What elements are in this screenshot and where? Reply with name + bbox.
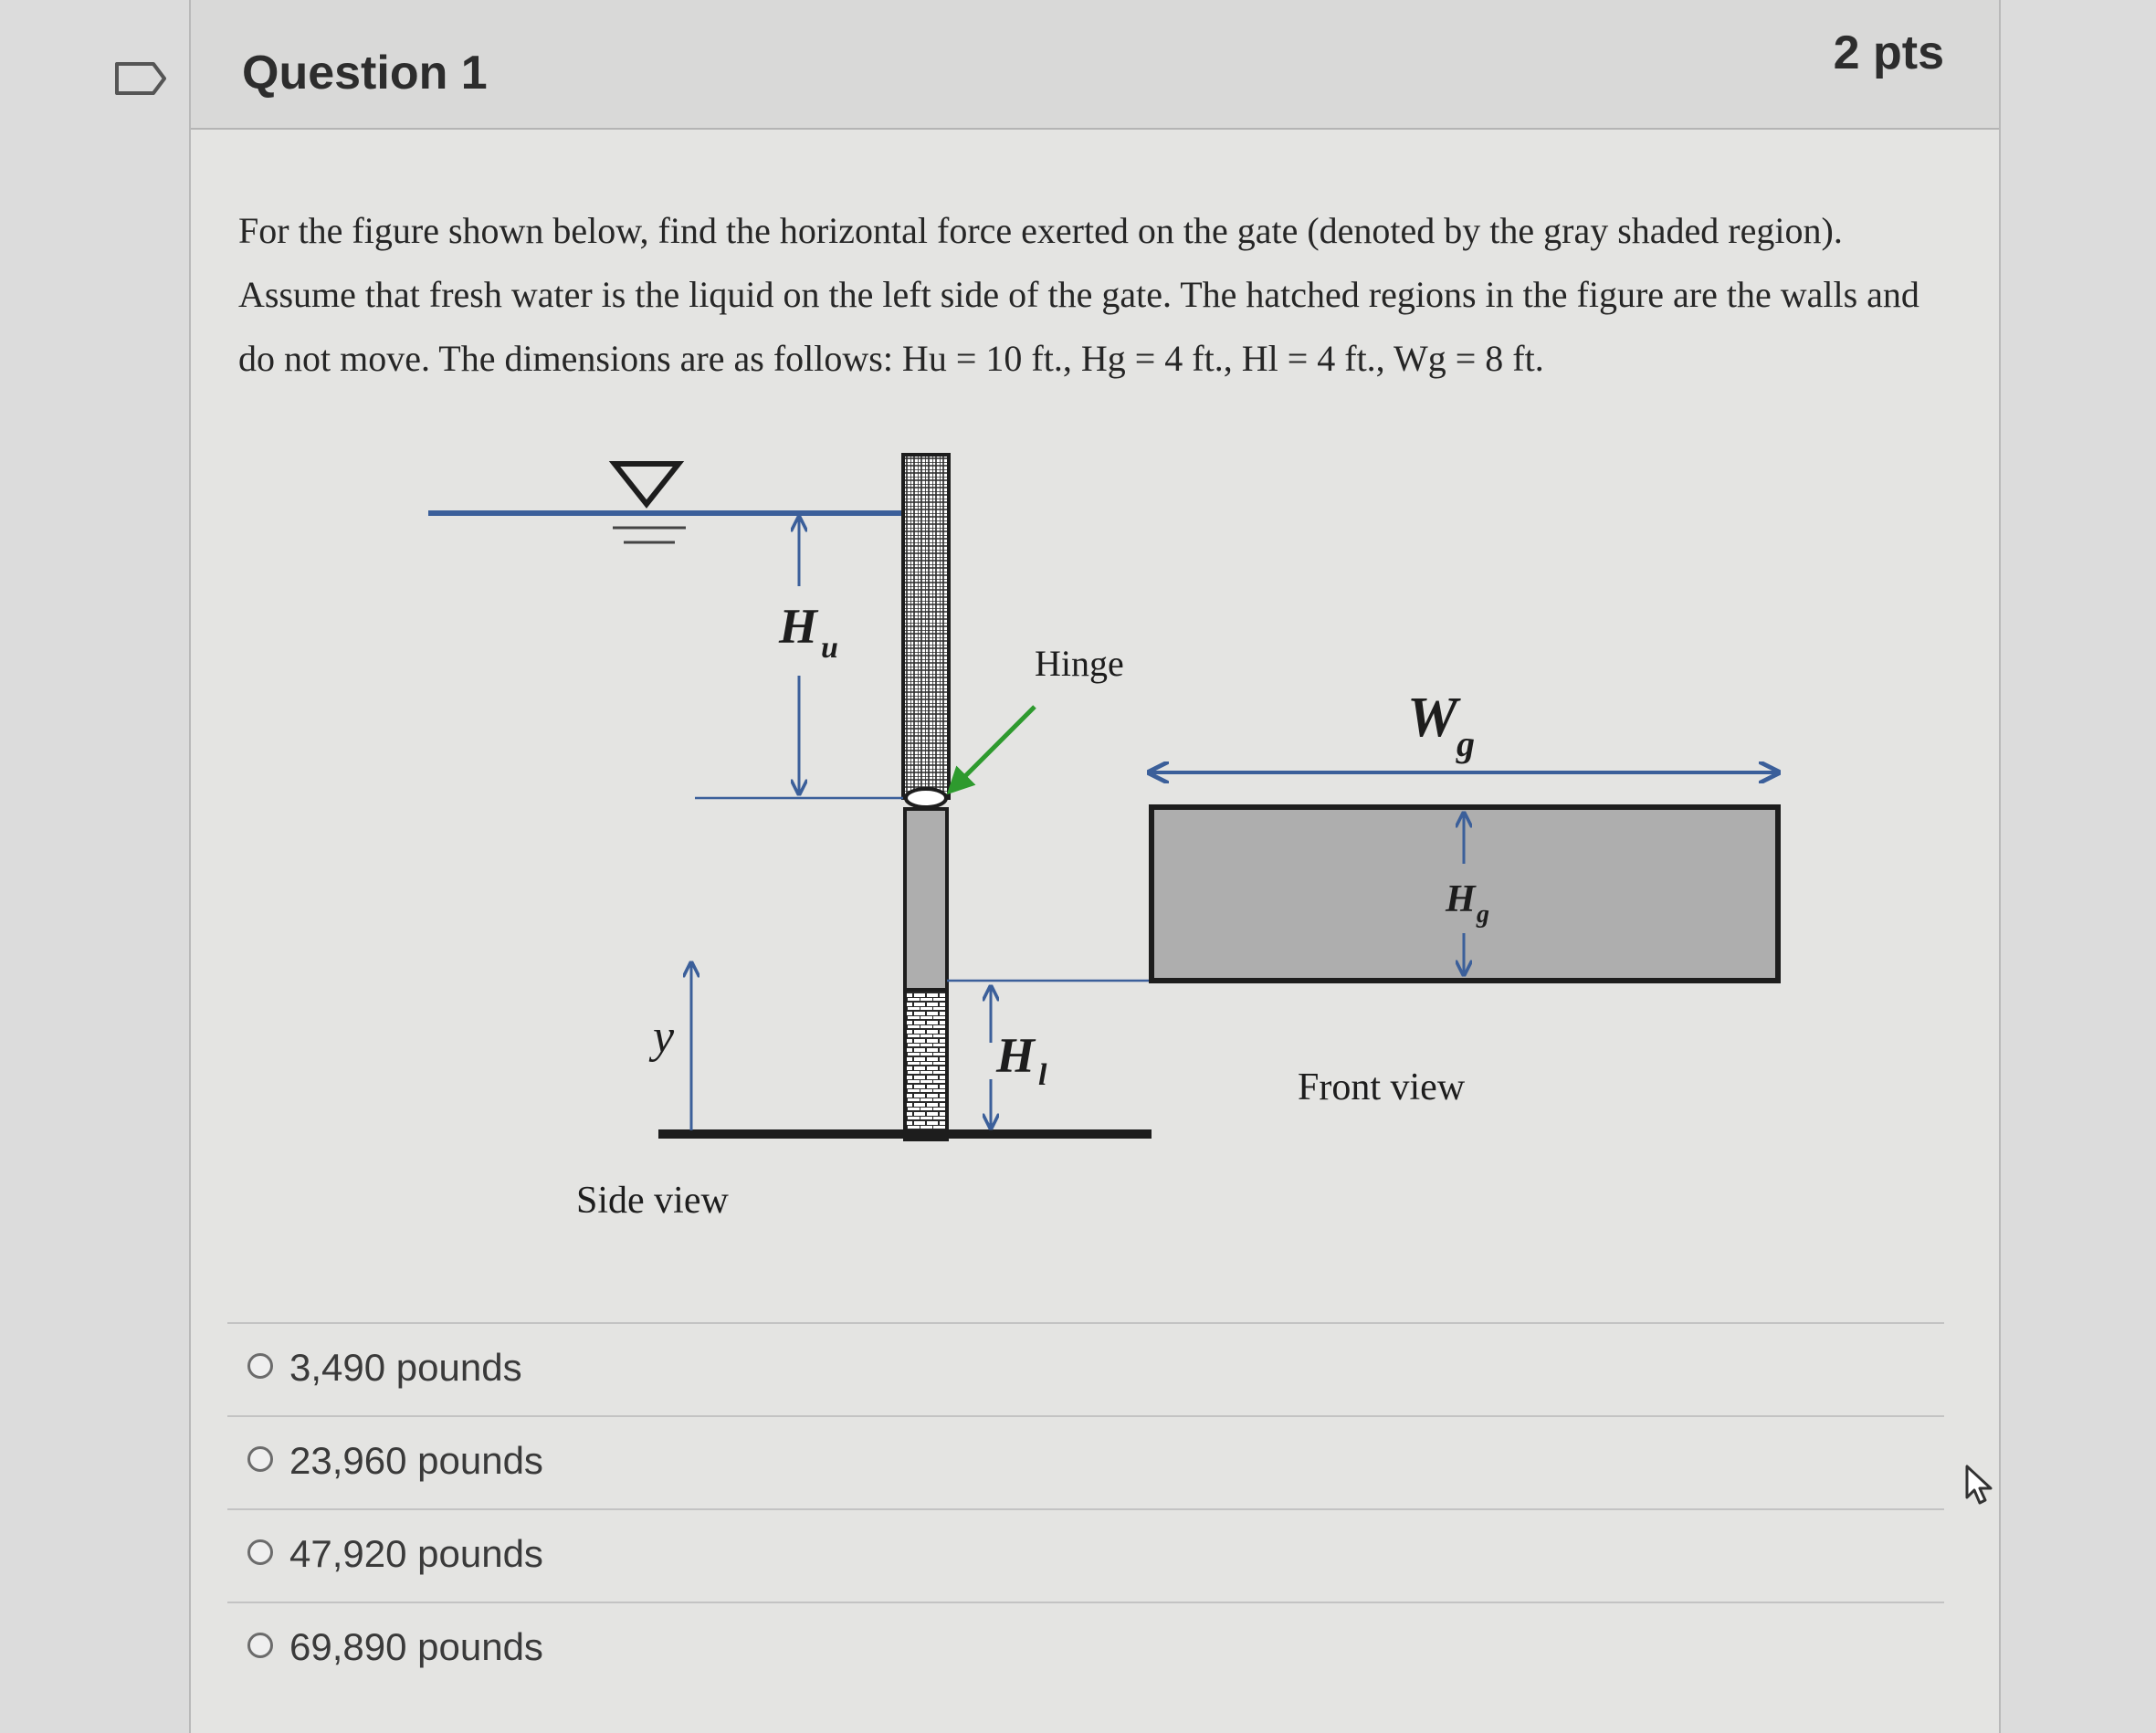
hinge-label: Hinge	[1035, 643, 1124, 684]
answer-option[interactable]	[227, 1415, 1944, 1508]
radio-button[interactable]	[247, 1446, 273, 1472]
hg-label: H	[1446, 878, 1476, 920]
hl-label: H	[996, 1028, 1036, 1083]
upper-wall	[903, 455, 949, 798]
answer-label: 69,890 pounds	[289, 1625, 543, 1668]
mouse-pointer-icon	[1963, 1463, 1996, 1508]
hinge-arrow	[951, 707, 1035, 791]
front-view-label: Front view	[1298, 1066, 1466, 1108]
question-prompt: For the figure shown below, find the horizontal force exerted on the gate (denoted by the gray shaded region). Assume that fresh water is the liquid on the left side of the gate. The hatched regions in the figure are the walls and do not move. The dimensions are as follows: Hu = 10 ft., Hg = 4 ft., Hl = 4 ft., Wg = 8 ft.	[238, 210, 1919, 379]
answer-label: 47,920 pounds	[289, 1532, 543, 1575]
question-points: 2 pts	[1833, 26, 1944, 79]
radio-button[interactable]	[247, 1633, 273, 1658]
question-title: Question 1	[242, 47, 488, 100]
answer-option[interactable]	[227, 1508, 1944, 1602]
answer-label: 23,960 pounds	[289, 1439, 543, 1482]
question-header	[191, 0, 1999, 130]
lower-wall	[905, 990, 947, 1140]
hinge-pin	[906, 789, 946, 807]
wg-subscript: g	[1457, 723, 1475, 764]
hu-label: H	[779, 599, 818, 654]
answer-options	[227, 1322, 1944, 1695]
radio-button[interactable]	[247, 1353, 273, 1379]
gate	[905, 809, 947, 990]
wg-label: W	[1407, 687, 1458, 749]
question-card	[189, 0, 2001, 1733]
side-view-label: Side view	[576, 1180, 729, 1222]
y-label: y	[653, 1011, 675, 1063]
hl-subscript: l	[1038, 1058, 1047, 1092]
hu-subscript: u	[821, 631, 838, 665]
radio-button[interactable]	[247, 1539, 273, 1565]
answer-label: 3,490 pounds	[289, 1346, 522, 1389]
free-surface-triangle-icon	[615, 464, 678, 504]
flag-icon[interactable]	[113, 60, 168, 97]
answer-option[interactable]	[227, 1322, 1944, 1415]
answer-option[interactable]	[227, 1602, 1944, 1695]
hg-subscript: g	[1477, 900, 1489, 929]
gate-figure	[421, 440, 1809, 1244]
